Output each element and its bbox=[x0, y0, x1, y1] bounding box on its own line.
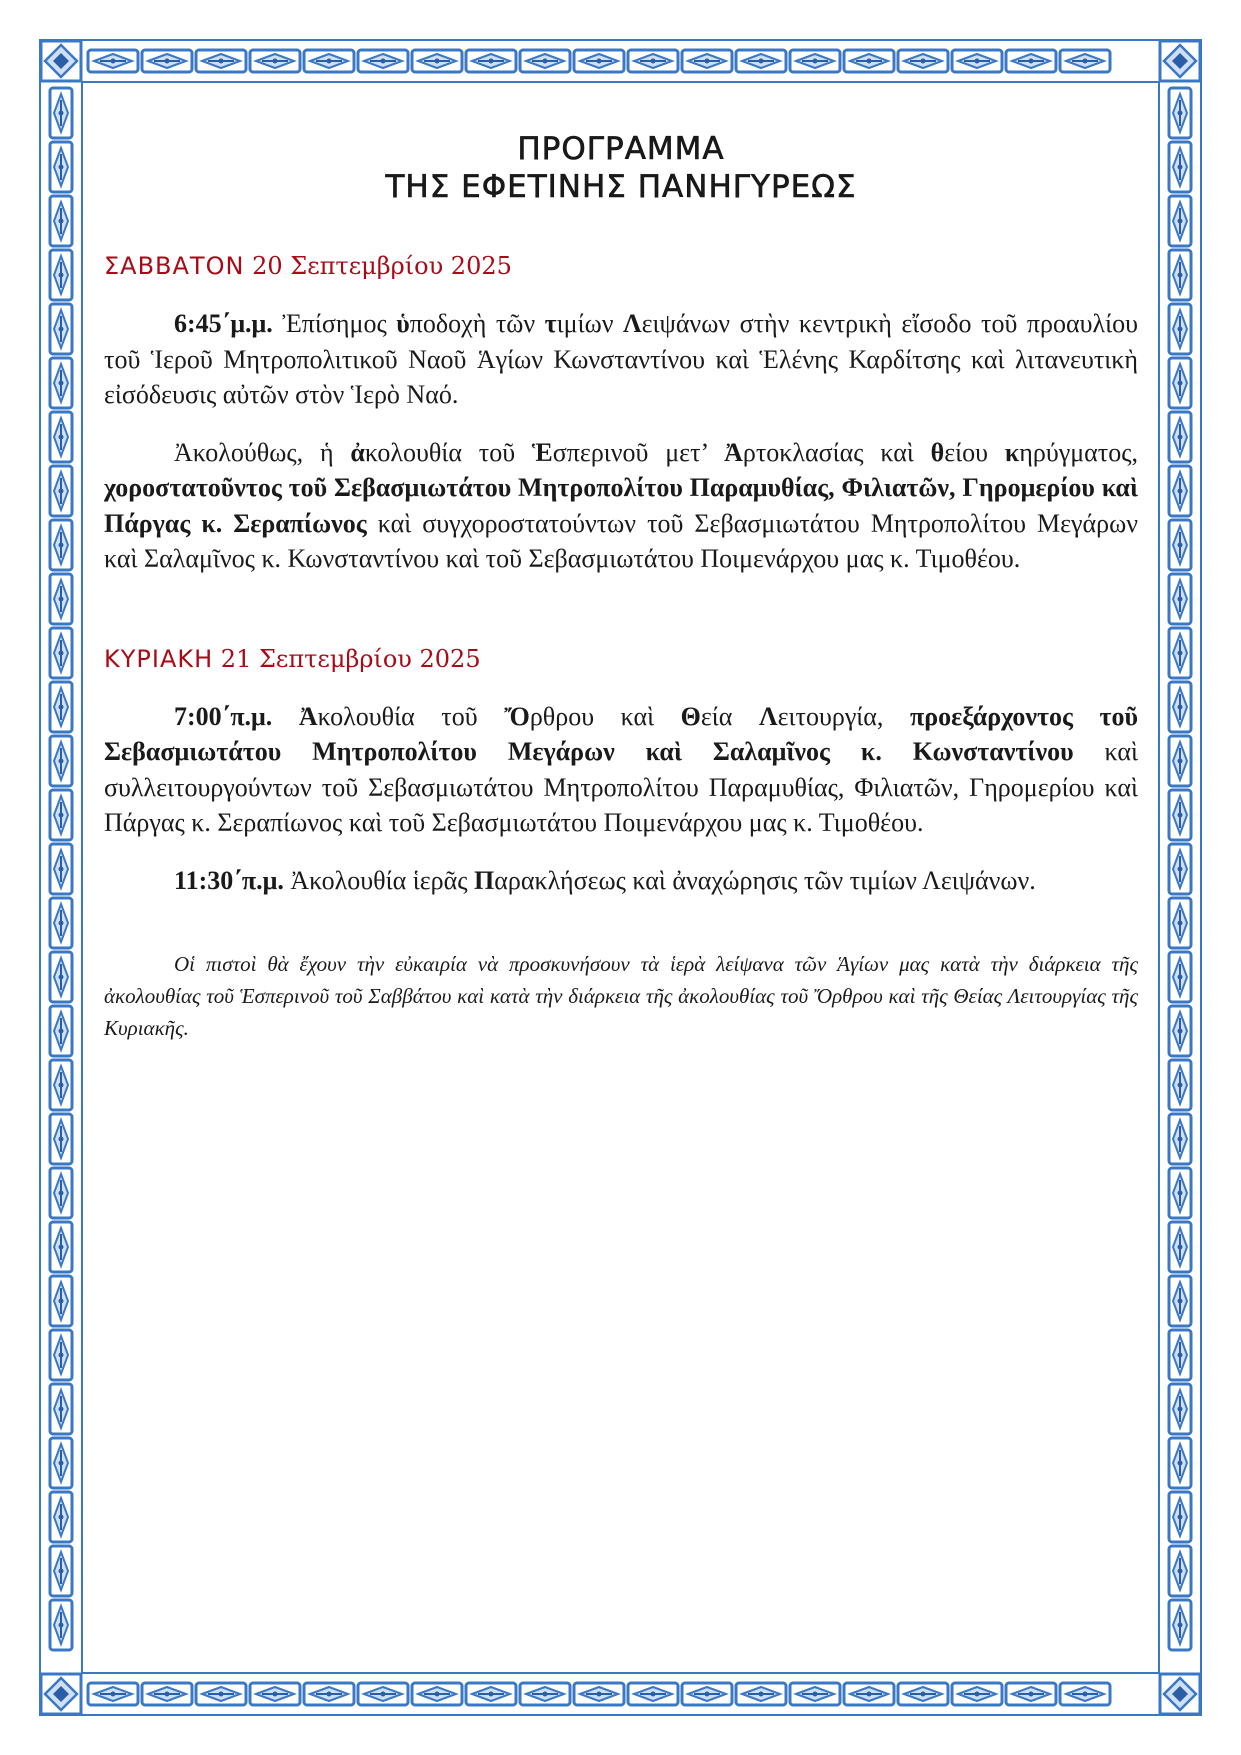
border-ornament bbox=[50, 1546, 72, 1596]
bold-letter: ὑ bbox=[396, 309, 410, 338]
border-ornament bbox=[196, 1683, 246, 1705]
border-ornament bbox=[574, 1683, 624, 1705]
border-ornament bbox=[1169, 1006, 1191, 1056]
border-ornament bbox=[88, 1683, 138, 1705]
sunday-date: 21 Σεπτεμβρίου 2025 bbox=[220, 644, 481, 673]
border-ornament bbox=[952, 50, 1002, 72]
saturday-heading bbox=[104, 252, 1138, 280]
border-ornament bbox=[412, 50, 462, 72]
border-ornament bbox=[1169, 1492, 1191, 1542]
border-ornament bbox=[1169, 142, 1191, 192]
border-ornament bbox=[1169, 88, 1191, 138]
border-ornament bbox=[50, 1006, 72, 1056]
border-ornament bbox=[1169, 682, 1191, 732]
border-ornament bbox=[50, 628, 72, 678]
bold-letter: Ἀ bbox=[724, 437, 743, 467]
border-ornament bbox=[1169, 790, 1191, 840]
border-ornament bbox=[1169, 1114, 1191, 1164]
bold-phrase: χοροστατοῦντος τοῦ Σεβασμιωτάτου Μητροπολίτου Παραμυθίας, Φιλιατῶν, Γηρομερίου καὶ Πάργας κ. Σεραπίωνος bbox=[104, 473, 1138, 538]
text-span: Ἀκολούθως, ἡ bbox=[174, 437, 351, 467]
border-ornament bbox=[50, 844, 72, 894]
border-ornament bbox=[898, 50, 948, 72]
border-ornament bbox=[466, 50, 516, 72]
text-span: καὶ συλλειτουργούντων τοῦ Σεβασμιωτάτου Μητροπολίτου Παραμυθίας, Φιλιατῶν, Γηρομερίου καὶ Πάργας κ. Σεραπίωνος καὶ τοῦ Σεβασμιωτάτου Ποιμενάρχου μας κ. Τιμοθέου. bbox=[104, 737, 1138, 837]
bold-letter: Θ bbox=[680, 701, 701, 731]
border-ornament bbox=[1169, 1546, 1191, 1596]
text-span: κολουθία τοῦ bbox=[317, 701, 505, 731]
text-span: ειψάνων στὴν κεντρικὴ εἴσοδο τοῦ προαυλίου τοῦ Ἱεροῦ Μητροπολιτικοῦ Ναοῦ Ἁγίων Κωνσταντίνου καὶ Ἑλένης Καρδίτσης καὶ λιτανευτικὴ εἰσόδευσις αὐτῶν στὸν Ἱερὸ Ναό. bbox=[104, 309, 1138, 409]
border-ornament bbox=[1060, 50, 1110, 72]
text-span bbox=[272, 702, 299, 731]
text-span: ειτουργία, bbox=[777, 701, 910, 731]
text-span: καὶ συγχοροστατούντων τοῦ Σεβασμιωτάτου Μητροπολίτου Μεγάρων καὶ Σαλαμῖνος κ. Κωνσταντίνου καὶ τοῦ Σεβασμιωτάτου Ποιμενάρχου μας κ. Τιμοθέου. bbox=[104, 508, 1138, 573]
border-ornament bbox=[50, 304, 72, 354]
border-ornament bbox=[1169, 520, 1191, 570]
bold-letter: Λ bbox=[758, 701, 778, 731]
border-ornament bbox=[304, 1683, 354, 1705]
border-ornament bbox=[628, 1683, 678, 1705]
border-ornament bbox=[736, 50, 786, 72]
border-ornament bbox=[1169, 1168, 1191, 1218]
saturday-date: 20 Σεπτεμβρίου 2025 bbox=[252, 252, 512, 280]
border-ornament bbox=[1169, 574, 1191, 624]
saturday-paragraph-1 bbox=[104, 306, 1138, 413]
border-ornament bbox=[1169, 1330, 1191, 1380]
border-ornament bbox=[1169, 1060, 1191, 1110]
border-ornament bbox=[1060, 1683, 1110, 1705]
page-content bbox=[104, 130, 1138, 1044]
sunday-time-2: 11:30΄π.μ. bbox=[174, 865, 284, 895]
border-ornament bbox=[844, 1683, 894, 1705]
saturday-day-name: ΣΑΒΒΑΤΟΝ bbox=[104, 252, 245, 280]
border-ornament bbox=[1169, 466, 1191, 516]
sunday-time-1: 7:00΄π.μ. bbox=[174, 701, 273, 731]
border-ornament bbox=[1169, 628, 1191, 678]
border-ornament bbox=[50, 1114, 72, 1164]
border-ornament bbox=[1169, 1384, 1191, 1434]
border-ornament bbox=[50, 1276, 72, 1326]
border-ornament bbox=[358, 1683, 408, 1705]
border-ornament bbox=[790, 50, 840, 72]
border-ornament bbox=[50, 1384, 72, 1434]
saturday-time-1: 6:45΄μ.μ. bbox=[174, 309, 273, 338]
border-ornament bbox=[682, 1683, 732, 1705]
border-ornament bbox=[50, 466, 72, 516]
border-ornament bbox=[1169, 1600, 1191, 1650]
border-ornament bbox=[50, 1168, 72, 1218]
border-ornament bbox=[50, 1600, 72, 1650]
border-ornament bbox=[142, 50, 192, 72]
border-ornament bbox=[1169, 1222, 1191, 1272]
text-span: είου bbox=[944, 437, 1005, 467]
bold-letter: Π bbox=[474, 865, 495, 895]
text-span: ρθρου καὶ bbox=[529, 701, 681, 731]
border-ornament bbox=[50, 1222, 72, 1272]
border-ornament bbox=[50, 250, 72, 300]
border-ornament bbox=[50, 574, 72, 624]
border-ornament bbox=[1169, 250, 1191, 300]
border-ornament bbox=[574, 50, 624, 72]
border-ornament bbox=[1169, 952, 1191, 1002]
border-ornament bbox=[142, 1683, 192, 1705]
border-ornament bbox=[736, 1683, 786, 1705]
text-span: αρακλήσεως καὶ ἀναχώρησις τῶν τιμίων Λειψάνων. bbox=[494, 865, 1036, 895]
text-span: Ἀκολουθία ἱερᾶς bbox=[283, 865, 475, 895]
border-ornament bbox=[1169, 412, 1191, 462]
bold-letter: θ bbox=[930, 437, 945, 467]
page-title bbox=[104, 130, 1138, 206]
border-ornament bbox=[250, 50, 300, 72]
border-ornament bbox=[50, 88, 72, 138]
border-ornament bbox=[50, 520, 72, 570]
border-ornament bbox=[1169, 736, 1191, 786]
border-ornament bbox=[50, 682, 72, 732]
text-span: ρτοκλασίας καὶ bbox=[742, 437, 931, 467]
border-ornament bbox=[1006, 50, 1056, 72]
title-line-2: ΤΗΣ ΕΦΕΤΙΝΗΣ ΠΑΝΗΓΥΡΕΩΣ bbox=[385, 169, 857, 205]
border-ornament bbox=[466, 1683, 516, 1705]
border-ornament bbox=[898, 1683, 948, 1705]
border-ornament bbox=[844, 50, 894, 72]
text-span: ηρύγματος, bbox=[1019, 437, 1139, 467]
border-ornament bbox=[50, 1060, 72, 1110]
border-ornament bbox=[50, 1492, 72, 1542]
bold-letter: ἀ bbox=[350, 437, 365, 467]
border-ornament bbox=[520, 50, 570, 72]
border-ornament bbox=[358, 50, 408, 72]
border-ornament bbox=[1169, 358, 1191, 408]
border-ornament bbox=[1169, 196, 1191, 246]
sunday-paragraph-2 bbox=[104, 863, 1138, 899]
sunday-paragraph-1 bbox=[104, 699, 1138, 841]
footnote: Οἱ πιστοὶ θὰ ἔχουν τὴν εὐκαιρία νὰ προσκυνήσουν τὰ ἱερὰ λείψανα τῶν Ἁγίων μας κατὰ τὴν διάρκεια τῆς ἀκολουθίας τοῦ Ἑσπερινοῦ τοῦ Σαββάτου καὶ κατὰ τὴν διάρκεια τῆς ἀκολουθίας τοῦ Ὄρθρου καὶ τῆς Θείας Λειτουργίας τῆς Κυριακῆς. bbox=[104, 952, 1138, 1040]
border-ornament bbox=[50, 196, 72, 246]
bold-phrase: προεξάρχοντος τοῦ Σεβασμιωτάτου Μητροπολίτου Μεγάρων καὶ Σαλαμῖνος κ. Κωνσταντίνου bbox=[104, 701, 1138, 766]
border-ornament bbox=[196, 50, 246, 72]
border-ornament bbox=[50, 952, 72, 1002]
text-span: Ἐπίσημος bbox=[272, 309, 397, 338]
border-ornament bbox=[304, 50, 354, 72]
bold-letter: τ bbox=[544, 309, 557, 338]
border-ornament bbox=[50, 1330, 72, 1380]
border-ornament bbox=[50, 736, 72, 786]
text-span: εία bbox=[700, 701, 759, 731]
border-ornament bbox=[1169, 898, 1191, 948]
title-line-1: ΠΡΟΓΡΑΜΜΑ bbox=[517, 131, 725, 167]
saturday-paragraph-2 bbox=[104, 435, 1138, 577]
border-ornament bbox=[250, 1683, 300, 1705]
border-ornament bbox=[50, 412, 72, 462]
border-ornament bbox=[520, 1683, 570, 1705]
border-ornament bbox=[50, 358, 72, 408]
sunday-day-name: ΚΥΡΙΑΚΗ bbox=[104, 644, 214, 673]
border-ornament bbox=[1006, 1683, 1056, 1705]
bold-letter: Λ bbox=[622, 309, 642, 338]
text-span: ποδοχὴ τῶν bbox=[409, 309, 545, 338]
border-ornament bbox=[412, 1683, 462, 1705]
border-ornament bbox=[1169, 1276, 1191, 1326]
bold-letter: Ἑ bbox=[531, 437, 553, 467]
text-span: ιμίων bbox=[556, 309, 623, 338]
border-ornament bbox=[50, 142, 72, 192]
border-ornament bbox=[682, 50, 732, 72]
border-ornament bbox=[50, 1438, 72, 1488]
bold-letter: Ὄ bbox=[504, 701, 530, 731]
border-ornament bbox=[1169, 1438, 1191, 1488]
border-ornament bbox=[952, 1683, 1002, 1705]
text-span: κολουθία τοῦ bbox=[364, 437, 532, 467]
border-ornament bbox=[50, 790, 72, 840]
border-ornament bbox=[50, 898, 72, 948]
border-ornament bbox=[88, 50, 138, 72]
border-ornament bbox=[628, 50, 678, 72]
text-span: σπερινοῦ μετ’ bbox=[552, 437, 725, 467]
border-ornament bbox=[1169, 844, 1191, 894]
bold-letter: κ bbox=[1004, 437, 1020, 467]
bold-letter: Ἀ bbox=[298, 701, 318, 731]
sunday-heading bbox=[104, 645, 1138, 673]
border-ornament bbox=[1169, 304, 1191, 354]
border-ornament bbox=[790, 1683, 840, 1705]
